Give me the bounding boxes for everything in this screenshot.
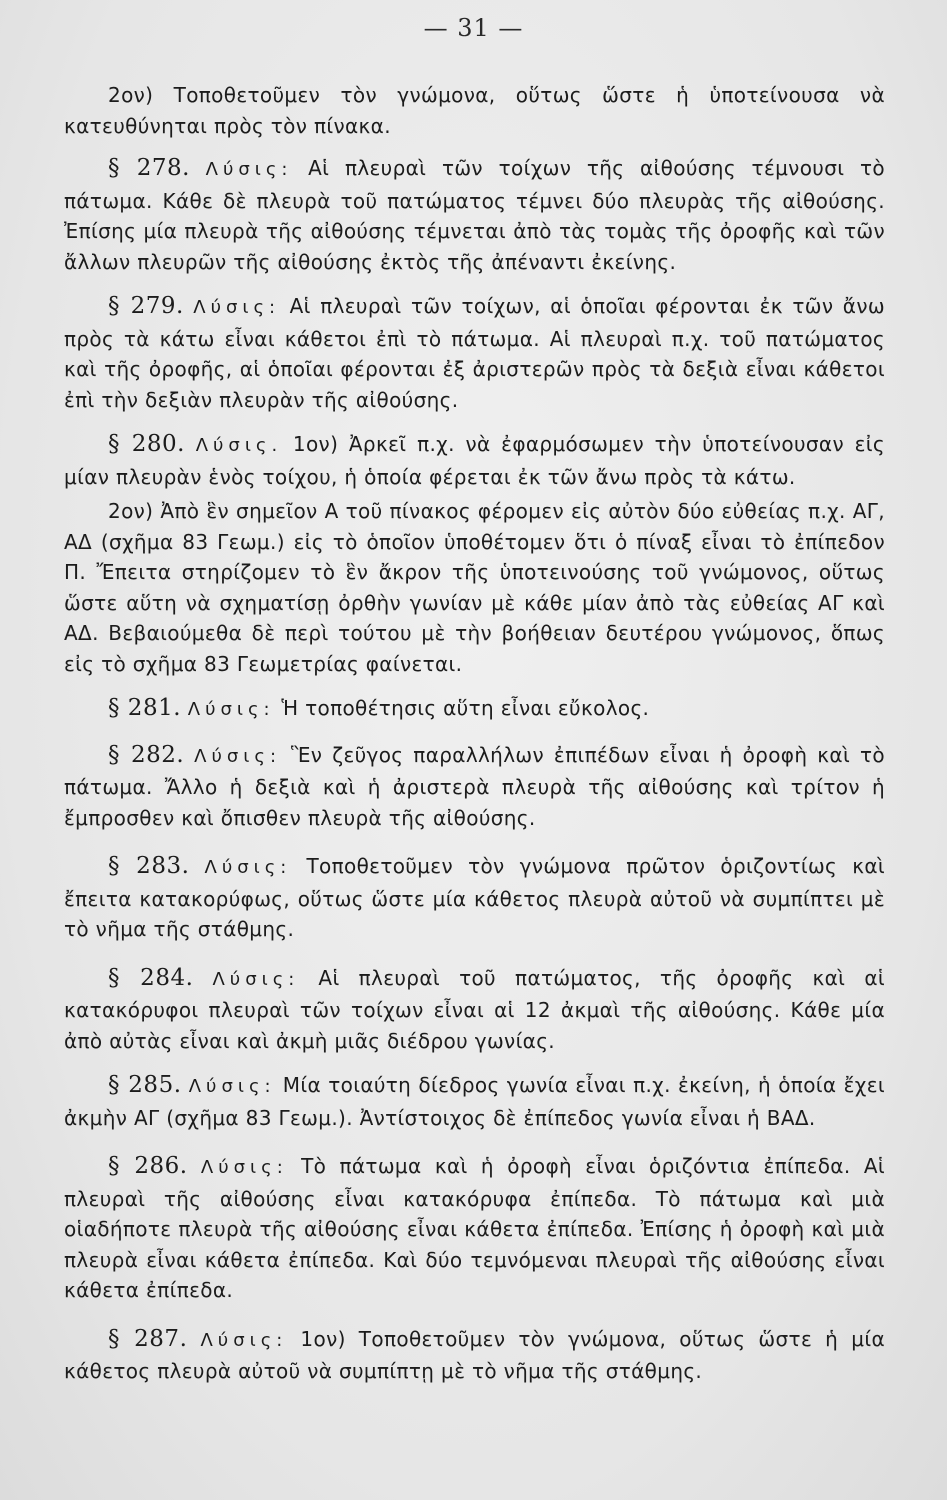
section-label: Λύσις: xyxy=(193,297,281,318)
section-285 xyxy=(64,1070,885,1133)
section-label: Λύσις: xyxy=(204,857,292,878)
section-label: Λύσις: xyxy=(187,699,275,720)
page-content xyxy=(64,80,885,1387)
section-number: § 278. xyxy=(108,155,190,181)
section-278 xyxy=(64,153,885,277)
intro-paragraph: 2ον) Τοποθετοῦμεν τὸν γνώμονα, οὕτως ὥστε ἡ ὑποτείνουσα νὰ κατευθύνηται πρὸς τὸν πίνακα. xyxy=(64,83,885,138)
section-number: § 286. xyxy=(108,1153,188,1179)
section-label: Λύσις: xyxy=(200,1329,288,1351)
section-text: Μία τοιαύτη δίεδρος γωνία εἶναι π.χ. ἐκείνη, ἡ ὁποία ἔχει ἀκμὴν ΑΓ (σχῆμα 83 Γεωμ.). Ἀντίστοιχος δὲ ἐπίπεδος γωνία εἶναι ἡ ΒΑΔ. xyxy=(64,1073,885,1130)
section-label: Λύσις: xyxy=(212,968,300,990)
section-number: § 280. xyxy=(108,431,185,457)
section-text: Αἱ πλευραὶ τῶν τοίχων, αἱ ὁποῖαι φέρονται ἐκ τῶν ἄνω πρὸς τὰ κάτω εἶναι κάθετοι ἐπὶ τὸ πάτωμα. Αἱ πλευραὶ π.χ. τοῦ πατώματος καὶ τῆς ὀροφῆς, αἱ ὁποῖαι φέρονται ἐξ ἀριστερῶν πρὸς τὰ δεξιὰ εἶναι κάθετοι ἐπὶ τὴν δεξιὰν πλευρὰν τῆς αἰθούσης. xyxy=(64,294,885,412)
section-279 xyxy=(64,291,885,415)
section-number: § 282. xyxy=(108,741,185,768)
section-text: Τὸ πάτωμα καὶ ἡ ὀροφὴ εἶναι ὁριζόντια ἐπίπεδα. Αἱ πλευραὶ τῆς αἰθούσης εἶναι κατακόρυφα ἐπίπεδα. Τὸ πάτωμα καὶ μιὰ οἱαδήποτε πλευρὰ τῆς αἰθούσης εἶναι κάθετα ἐπίπεδα. Ἐπίσης ἡ ὀροφὴ καὶ μιὰ πλευρὰ εἶναι κάθετα ἐπίπεδα. Καὶ δύο τεμνόμεναι πλευραὶ τῆς αἰθούσης εἶναι κάθετα ἐπίπεδα. xyxy=(64,1154,885,1302)
section-281 xyxy=(64,693,885,726)
page-number: — 31 — xyxy=(423,14,524,42)
section-number: § 284. xyxy=(108,964,194,991)
section-text: 1ον) Ἀρκεῖ π.χ. νὰ ἐφαρμόσωμεν τὴν ὑποτείνουσαν εἰς μίαν πλευρὰν ἑνὸς τοίχου, ἡ ὁποία φέρεται ἐκ τῶν ἄνω πρὸς τὰ κάτω. xyxy=(64,432,886,489)
section-label: Λύσις. xyxy=(195,435,283,456)
section-287 xyxy=(64,1324,885,1387)
section-label: Λύσις: xyxy=(194,745,282,767)
section-text: Ἡ τοποθέτησις αὕτη εἶναι εὔκολος. xyxy=(281,696,650,720)
section-text: 1ον) Τοποθετοῦμεν τὸν γνώμονα, οὕτως ὥστε ἡ μία κάθετος πλευρὰ αὐτοῦ νὰ συμπίπτῃ μὲ τὸ νῆμα τῆς στάθμης. xyxy=(64,1326,885,1383)
section-number: § 281. xyxy=(108,695,182,721)
section-label: Λύσις: xyxy=(205,159,293,180)
section-286 xyxy=(64,1151,885,1306)
section-282 xyxy=(64,740,885,834)
section-text: Αἱ πλευραὶ τῶν τοίχων τῆς αἰθούσης τέμνουσι τὸ πάτωμα. Κάθε δὲ πλευρὰ τοῦ πατώματος τέμνει δύο πλευρὰς τῆς αἰθούσης. Ἐπίσης μία πλευρὰ τῆς αἰθούσης τέμνεται ἀπὸ τὰς τομὰς τῆς ὀροφῆς καὶ τῶν ἄλλων πλευρῶν τῆς αἰθούσης ἐκτὸς τῆς ἀπέναντι ἐκείνης. xyxy=(64,156,885,274)
section-label: Λύσις: xyxy=(200,1157,288,1178)
section-number: § 285. xyxy=(108,1072,182,1098)
section-label: Λύσις: xyxy=(188,1076,276,1097)
section-number: § 279. xyxy=(108,293,184,319)
section-text: Ἓν ζεῦγος παραλλήλων ἐπιπέδων εἶναι ἡ ὀροφὴ καὶ τὸ πάτωμα. Ἄλλο ἡ δεξιὰ καὶ ἡ ἀριστερὰ πλευρὰ τῆς αἰθούσης καὶ τρίτον ἡ ἔμπροσθεν καὶ ὄπισθεν πλευρὰ τῆς αἰθούσης. xyxy=(64,742,885,830)
section-text: Τοποθετοῦμεν τὸν γνώμονα πρῶτον ὁριζοντίως καὶ ἔπειτα κατακορύφως, οὕτως ὥστε μία κάθετος πλευρὰ αὐτοῦ νὰ συμπίπτει μὲ τὸ νῆμα τῆς στάθμης. xyxy=(64,854,886,941)
section-text: Αἱ πλευραὶ τοῦ πατώματος, τῆς ὀροφῆς καὶ αἱ κατακόρυφοι πλευραὶ τῶν τοίχων εἶναι αἱ 12 ἀκμαὶ τῆς αἰθούσης. Κάθε μία ἀπὸ αὐτὰς εἶναι καὶ ἀκμὴ μιᾶς διέδρου γωνίας. xyxy=(64,965,885,1053)
section-280 xyxy=(64,429,885,492)
section-283 xyxy=(64,851,885,945)
section-number: § 287. xyxy=(108,1325,188,1352)
section-number: § 283. xyxy=(108,853,190,879)
section-280-subparagraph: 2ον) Ἀπὸ ἓν σημεῖον Α τοῦ πίνακος φέρομεν εἰς αὐτὸν δύο εὐθείας π.χ. ΑΓ, ΑΔ (σχῆμα 83 Γεωμ.) εἰς τὸ ὁποῖον ὑποθέτομεν ὅτι ὁ πίναξ εἶναι τὸ ἐπίπεδον Π. Ἔπειτα στηρίζομεν τὸ ἓν ἄκρον τῆς ὑποτεινούσης τοῦ γνώμονος, οὕτως ὥστε αὕτη νὰ σχηματίσῃ ὀρθὴν γωνίαν μὲ κάθε μίαν ἀπὸ τὰς εὐθείας ΑΓ καὶ ΑΔ. Βεβαιούμεθα δὲ περὶ τούτου μὲ τὴν βοήθειαν δευτέρου γνώμονος, ὅπως εἰς τὸ σχῆμα 83 Γεωμετρίας φαίνεται. xyxy=(64,499,885,676)
section-284 xyxy=(64,963,885,1057)
